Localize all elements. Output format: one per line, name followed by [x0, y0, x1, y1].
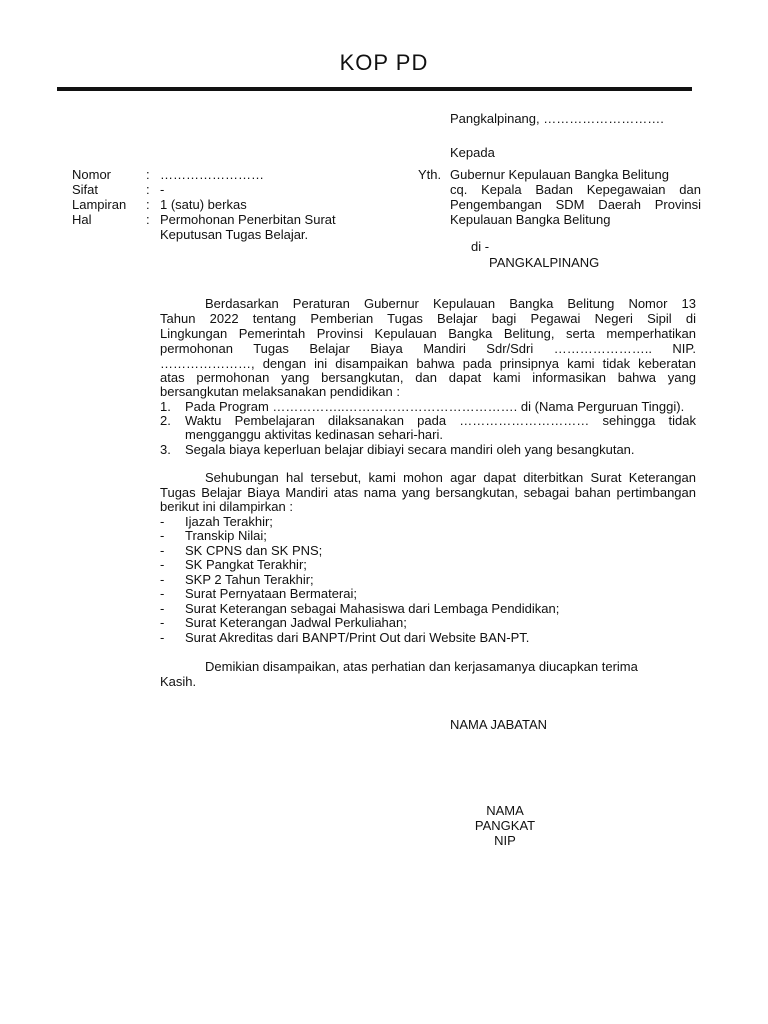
- list-item: Segala biaya keperluan belajar dibiayi secara mandiri oleh yang besangkutan.: [185, 442, 635, 457]
- meta-colon: :: [146, 182, 150, 197]
- list-item: Waktu Pembelajaran dilaksanakan pada ………………………… sehingga tidak: [185, 413, 696, 428]
- attachment-item: Transkip Nilai;: [185, 528, 267, 543]
- list-bullet: -: [160, 514, 165, 529]
- paragraph-line: Tugas Belajar Biaya Mandiri atas nama yang bersangkutan, sebagai bahan pertimbangan: [160, 485, 696, 500]
- attachment-item: SKP 2 Tahun Terakhir;: [185, 572, 314, 587]
- paragraph-line: …………………, dengan ini disampaikan bahwa pada prinsipnya kami tidak keberatan: [160, 356, 696, 371]
- paragraph-line: Kasih.: [160, 674, 197, 689]
- list-bullet: -: [160, 601, 165, 616]
- signer-nip: NIP: [494, 833, 516, 848]
- paragraph-line: Tahun 2022 tentang Pemberian Tugas Belajar bagi Pegawai Negeri Sipil di: [160, 311, 696, 326]
- attachment-item: Surat Akreditas dari BANPT/Print Out dari Website BAN-PT.: [185, 630, 530, 645]
- recipient-line: Gubernur Kepulauan Bangka Belitung: [450, 167, 669, 182]
- paragraph-line: bersangkutan melaksanakan pendidikan :: [160, 384, 400, 399]
- list-number: 3.: [160, 442, 171, 457]
- meta-colon: :: [146, 197, 150, 212]
- meta-label-lampiran: Lampiran: [72, 197, 127, 212]
- meta-value-nomor: ……………………: [160, 167, 264, 182]
- signer-position: NAMA JABATAN: [450, 717, 548, 732]
- recipient-di: di -: [471, 239, 490, 254]
- letterhead-title: KOP PD: [339, 50, 429, 75]
- meta-colon: :: [146, 167, 150, 182]
- list-bullet: -: [160, 572, 165, 587]
- attachment-item: Surat Keterangan Jadwal Perkuliahan;: [185, 615, 407, 630]
- attachment-item: Surat Pernyataan Bermaterai;: [185, 586, 357, 601]
- paragraph-line: atas permohonan yang bersangkutan, dan dapat kami informasikan bahwa yang: [160, 370, 696, 385]
- paragraph-line: Lingkungan Pemerintah Provinsi Kepulauan Bangka Belitung, serta memperhatikan: [160, 326, 696, 341]
- kepada-label: Kepada: [450, 145, 495, 160]
- meta-value-hal: Permohonan Penerbitan Surat: [160, 212, 336, 227]
- meta-label-hal: Hal: [72, 212, 92, 227]
- list-item: Pada Program ……………..…………………………………. di (Nama Perguruan Tinggi).: [185, 399, 685, 414]
- meta-label-nomor: Nomor: [72, 167, 112, 182]
- meta-value-sifat: -: [160, 182, 165, 197]
- list-bullet: -: [160, 630, 165, 645]
- list-bullet: -: [160, 557, 165, 572]
- meta-value-hal-cont: Keputusan Tugas Belajar.: [160, 227, 309, 242]
- recipient-line: Pengembangan SDM Daerah Provinsi: [450, 197, 701, 212]
- list-bullet: -: [160, 528, 165, 543]
- list-bullet: -: [160, 586, 165, 601]
- yth-label: Yth.: [418, 167, 442, 182]
- meta-colon: :: [146, 212, 150, 227]
- attachment-item: SK CPNS dan SK PNS;: [185, 543, 323, 558]
- list-number: 2.: [160, 413, 171, 428]
- recipient-city: PANGKALPINANG: [489, 255, 600, 270]
- meta-label-sifat: Sifat: [72, 182, 99, 197]
- attachment-item: Surat Keterangan sebagai Mahasiswa dari Lembaga Pendidikan;: [185, 601, 560, 616]
- paragraph-line: permohonan Tugas Belajar Biaya Mandiri Sdr/Sdri ………………….. NIP.: [160, 341, 696, 356]
- paragraph-line: berikut ini dilampirkan :: [160, 499, 293, 514]
- signer-name: NAMA: [486, 803, 524, 818]
- recipient-line: Kepulauan Bangka Belitung: [450, 212, 611, 227]
- attachment-item: SK Pangkat Terakhir;: [185, 557, 307, 572]
- signer-rank: PANGKAT: [474, 818, 536, 833]
- list-bullet: -: [160, 615, 165, 630]
- list-bullet: -: [160, 543, 165, 558]
- list-item: mengganggu aktivitas kedinasan sehari-hari.: [185, 427, 443, 442]
- letterhead-rule: [57, 87, 692, 91]
- list-number: 1.: [160, 399, 171, 414]
- paragraph-line: Demikian disampaikan, atas perhatian dan kerjasamanya diucapkan terima: [205, 659, 638, 674]
- recipient-line: cq. Kepala Badan Kepegawaian dan: [450, 182, 701, 197]
- place-date: Pangkalpinang, ……………………….: [450, 111, 664, 126]
- paragraph-line: Berdasarkan Peraturan Gubernur Kepulauan Bangka Belitung Nomor 13: [205, 296, 696, 311]
- meta-value-lampiran: 1 (satu) berkas: [160, 197, 247, 212]
- attachment-item: Ijazah Terakhir;: [185, 514, 273, 529]
- paragraph-line: Sehubungan hal tersebut, kami mohon agar dapat diterbitkan Surat Keterangan: [205, 470, 696, 485]
